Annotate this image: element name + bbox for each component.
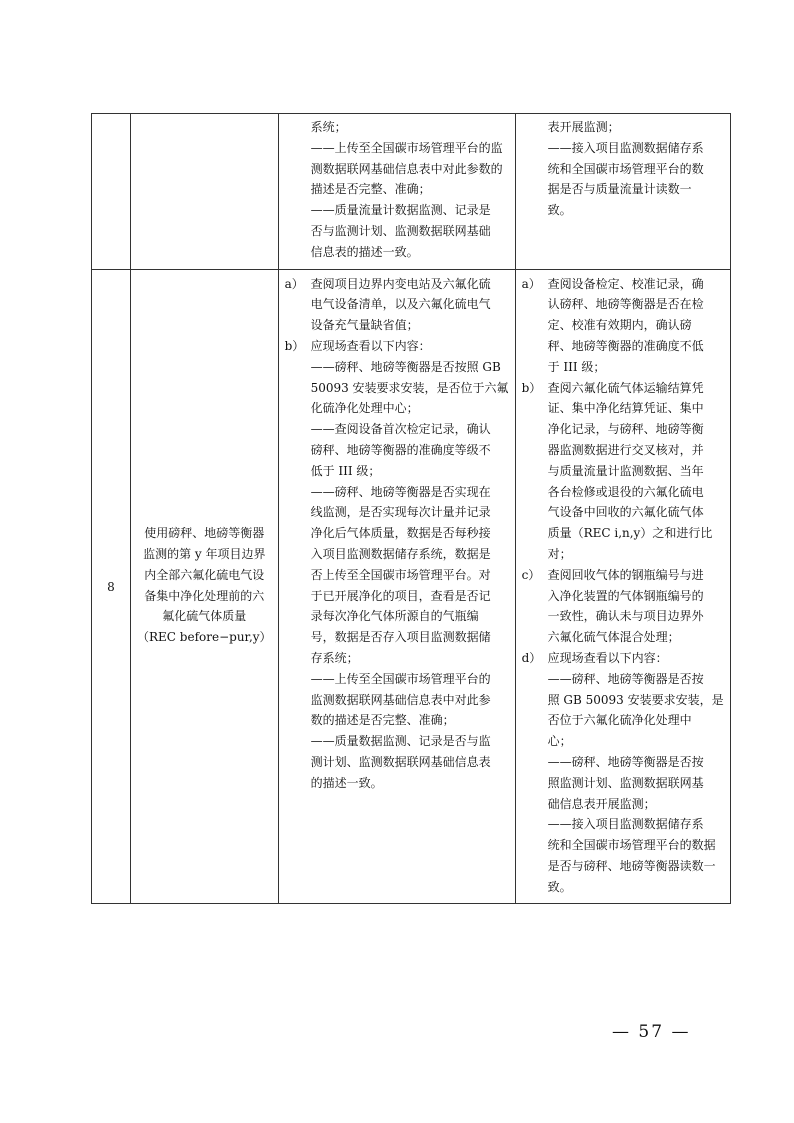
line-text: 测计划、监测数据联网基础信息表 [310, 754, 491, 769]
line-text: 质量（REC i,n,y）之和进行比 [547, 526, 713, 541]
text-line: 内全部六氟化硫电气设 [144, 567, 265, 582]
list-marker: b） [284, 338, 305, 353]
text-line [522, 877, 724, 898]
text-line [522, 731, 724, 752]
line-text: 入净化装置的气体钢瓶编号的 [547, 588, 704, 603]
text-line [285, 440, 509, 461]
line-text: 号，数据是否存入项目监测数据储 [310, 630, 491, 645]
line-text: 致。 [547, 203, 572, 218]
line-text: ——磅秤、地磅等衡器是否按 [547, 671, 704, 686]
text-line [522, 627, 724, 648]
text-line [522, 159, 724, 180]
line-text: 应现场查看以下内容： [547, 650, 668, 665]
text-line [285, 731, 509, 752]
line-text: ——磅秤、地磅等衡器是否按 [547, 754, 704, 769]
text-line [522, 523, 724, 544]
text-line [522, 814, 724, 835]
text-line [285, 710, 509, 731]
text-line [522, 856, 724, 877]
text-line [285, 627, 509, 648]
line-text: ——上传至全国碳市场管理平台的监 [310, 140, 503, 155]
text-line [285, 565, 509, 586]
text-line [522, 606, 724, 627]
line-text: 否与监测计划、监测数据联网基础 [310, 223, 491, 238]
line-text: 查阅设备检定、校准记录，确 [547, 276, 704, 291]
text-line [522, 690, 724, 711]
verification-table [91, 113, 731, 904]
line-text: 表开展监测； [547, 120, 620, 134]
text-line [522, 117, 724, 138]
line-text: ——磅秤、地磅等衡器是否实现在 [310, 484, 491, 499]
text-line [285, 398, 509, 419]
verify-cell [515, 114, 730, 270]
line-text: 系统； [310, 120, 347, 134]
text-line [522, 710, 724, 731]
line-text: 一致性，确认未与项目边界外 [547, 609, 704, 624]
list-marker: a） [284, 276, 304, 291]
line-text: 器监测数据进行交叉核对，并 [547, 442, 704, 457]
table-row [92, 269, 731, 904]
line-text: 对； [547, 546, 572, 561]
line-text: 六氟化硫气体混合处理； [547, 630, 680, 645]
line-text: 统和全国碳市场管理平台的数据 [547, 838, 716, 853]
text-line [285, 773, 509, 794]
text-line [522, 544, 724, 565]
text-line [522, 440, 724, 461]
text-line [522, 419, 724, 440]
line-text: 于已开展净化的项目，查看是否记 [310, 588, 491, 603]
line-text: 照 GB 50093 安装要求安装，是 [547, 692, 724, 707]
text-line [285, 200, 509, 221]
text-line [522, 378, 724, 399]
line-text: 的描述一致。 [310, 775, 383, 790]
text-line [285, 544, 509, 565]
line-text: 证、集中净化结算凭证、集中 [547, 401, 704, 416]
line-text: 是否与磅秤、地磅等衡器读数一 [547, 858, 716, 873]
text-line [285, 117, 509, 138]
text-line [522, 482, 724, 503]
line-text: 气设备中回收的六氟化硫气体 [547, 505, 704, 520]
text-line [522, 138, 724, 159]
line-text: 定、校准有效期内，确认磅 [547, 318, 692, 333]
line-text: 统和全国碳市场管理平台的数 [547, 161, 704, 176]
text-line [285, 179, 509, 200]
line-text: 认磅秤、地磅等衡器是否在检 [547, 297, 704, 312]
text-line [285, 274, 509, 295]
line-text: 50093 安装要求安装，是否位于六氟 [310, 380, 509, 395]
text-line [285, 586, 509, 607]
text-line [522, 294, 724, 315]
text-line [522, 835, 724, 856]
parameter-cell [131, 269, 279, 904]
text-line: 使用磅秤、地磅等衡器 [144, 526, 265, 541]
line-text: 照监测计划、监测数据联网基 [547, 775, 704, 790]
line-text: 查阅回收气体的钢瓶编号与进 [547, 567, 704, 582]
line-text: 秤、地磅等衡器的准确度不低 [547, 338, 704, 353]
text-line [285, 461, 509, 482]
text-line [285, 419, 509, 440]
line-text: 录每次净化气体所源自的气瓶编 [310, 609, 479, 624]
list-marker: d） [521, 650, 542, 665]
text-line: 氟化硫气体质量 [162, 609, 247, 624]
line-text: 否上传至全国碳市场管理平台。对 [310, 567, 491, 582]
line-text: ——质量数据监测、记录是否与监 [310, 734, 491, 749]
line-text: 设备充气量缺省值； [310, 318, 419, 333]
text-line [285, 138, 509, 159]
line-text: 否位于六氟化硫净化处理中 [547, 713, 692, 728]
text-line [285, 159, 509, 180]
text-line [285, 606, 509, 627]
verify-cell [515, 269, 730, 904]
text-line [285, 378, 509, 399]
text-line [285, 336, 509, 357]
text-line [522, 179, 724, 200]
text-line [285, 752, 509, 773]
line-text: 各台检修或退役的六氟化硫电 [547, 484, 704, 499]
line-text: 信息表的描述一致。 [310, 244, 419, 259]
text-line [522, 274, 724, 295]
line-text: 查阅六氟化硫气体运输结算凭 [547, 380, 704, 395]
text-line [285, 242, 509, 263]
text-line [285, 357, 509, 378]
row-number-cell [92, 114, 131, 270]
text-line [285, 523, 509, 544]
text-line: （REC before−pur,y） [137, 630, 272, 645]
line-text: ——磅秤、地磅等衡器是否按照 GB [310, 359, 501, 374]
parameter-cell [131, 114, 279, 270]
line-text: 查阅项目边界内变电站及六氟化硫 [310, 276, 491, 291]
line-text: 线监测，是否实现每次计量并记录 [310, 505, 491, 520]
text-line: 备集中净化处理前的六 [144, 588, 265, 603]
text-line [285, 648, 509, 669]
review-cell [278, 269, 515, 904]
row-number-cell [92, 269, 131, 904]
text-line [285, 315, 509, 336]
line-text: 磅秤、地磅等衡器的准确度等级不 [310, 442, 491, 457]
line-text: 应现场查看以下内容： [310, 338, 431, 353]
line-text: 电气设备清单，以及六氟化硫电气 [310, 297, 491, 312]
page-number: — 57 — [612, 1022, 691, 1042]
text-line [522, 794, 724, 815]
text-line [522, 565, 724, 586]
text-line [522, 357, 724, 378]
line-text: 描述是否完整、准确； [310, 182, 431, 197]
text-line [285, 294, 509, 315]
line-text: ——接入项目监测数据储存系 [547, 140, 704, 155]
line-text: 测数据联网基础信息表中对此参数的 [310, 161, 503, 176]
text-line [522, 752, 724, 773]
text-line [522, 586, 724, 607]
text-line [522, 648, 724, 669]
text-line [285, 669, 509, 690]
line-text: ——质量流量计数据监测、记录是 [310, 203, 491, 218]
line-text: 于 III 级； [547, 359, 606, 374]
line-text: 化硫净化处理中心； [310, 401, 419, 416]
text-line [285, 690, 509, 711]
row-number: 8 [107, 579, 115, 594]
list-marker: b） [521, 380, 542, 395]
line-text: 与质量流量计监测数据、当年 [547, 463, 704, 478]
text-line [522, 315, 724, 336]
table-row [92, 114, 731, 270]
line-text: 入项目监测数据储存系统，数据是 [310, 546, 491, 561]
text-line [285, 482, 509, 503]
text-line [522, 773, 724, 794]
text-line [522, 461, 724, 482]
line-text: ——查阅设备首次检定记录，确认 [310, 422, 491, 437]
line-text: 低于 III 级； [310, 463, 381, 478]
line-text: 础信息表开展监测； [547, 796, 656, 811]
text-line [285, 502, 509, 523]
line-text: 心； [547, 734, 572, 749]
text-line [522, 336, 724, 357]
line-text: 据是否与质量流量计读数一 [547, 182, 692, 197]
review-cell [278, 114, 515, 270]
text-line [285, 221, 509, 242]
line-text: 净化记录，与磅秤、地磅等衡 [547, 422, 704, 437]
line-text: ——接入项目监测数据储存系 [547, 817, 704, 832]
line-text: 净化后气体质量，数据是否每秒接 [310, 526, 491, 541]
list-marker: c） [521, 567, 541, 582]
line-text: ——上传至全国碳市场管理平台的 [310, 671, 491, 686]
text-line: 监测的第 y 年项目边界 [143, 546, 266, 561]
line-text: 监测数据联网基础信息表中对此参 [310, 692, 491, 707]
line-text: 致。 [547, 879, 572, 894]
list-marker: a） [521, 276, 541, 291]
line-text: 存系统； [310, 650, 359, 665]
text-line [522, 398, 724, 419]
text-line [522, 502, 724, 523]
line-text: 数的描述是否完整、准确； [310, 713, 455, 728]
text-line [522, 200, 724, 221]
text-line [522, 669, 724, 690]
